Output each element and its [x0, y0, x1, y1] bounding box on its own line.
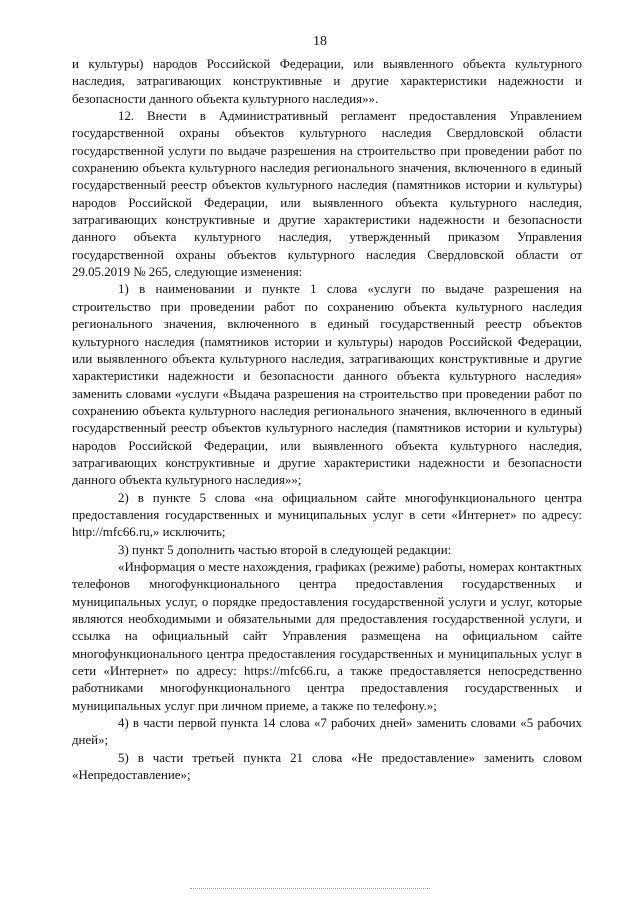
document-body — [72, 56, 582, 784]
footer-dotted-rule — [190, 888, 430, 889]
paragraph-subitem-1: 1) в наименовании и пункте 1 слова «услуги по выдаче разрешения на строительство при проведении работ по сохранению объекта культурного наследия регионального значения, включенного в единый государственный реестр объектов культурного наследия (памятников истории и культуры) народов Российской Федерации, или выявленного объекта культурного наследия, затрагивающих конструктивные и другие характеристики надежности и безопасности данного объекта культурного наследия» заменить словами «услуги «Выдача разрешения на строительство при проведении работ по сохранению объекта культурного наследия регионального значения, включенного в единый государственный реестр объектов культурного наследия (памятников истории и культуры) народов Российской Федерации, или выявленного объекта культурного наследия, затрагивающих конструктивные и другие характеристики надежности и безопасности данного объекта культурного наследия»»; — [72, 282, 582, 488]
paragraph-quoted-text: «Информация о месте нахождения, графиках (режиме) работы, номерах контактных телефонов многофункционального центра предоставления государственных и муниципальных услуг, о порядке предоставления государственной услуги и услуг, которые являются необходимыми и обязательными для предоставления государственной услуги, и ссылка на официальный сайт Управления размещена на официальном сайте многофункционального центра предоставления государственных и муниципальных услуг в сети «Интернет» по адресу: https://mfc66.ru, а также предоставляется непосредственно работниками многофункционального центра предоставления государственных и муниципальных услуг при личном приеме, а также по телефону.»; — [72, 559, 582, 713]
paragraph-subitem-3: 3) пункт 5 дополнить частью второй в следующей редакции: — [118, 542, 452, 557]
paragraph-subitem-2: 2) в пункте 5 слова «на официальном сайте многофункционального центра предоставления государственных и муниципальных услуг в сети «Интернет» по адресу: http://mfc66.ru,» исключить; — [72, 490, 582, 540]
page-number: 18 — [313, 34, 327, 49]
paragraph-item-12: 12. Внести в Административный регламент предоставления Управлением государственной охраны объектов культурного наследия Свердловской области государственной услуги по выдаче разрешения на строительство при проведении работ по сохранению объекта культурного наследия регионального значения, включенного в единый государственный реестр объектов культурного наследия (памятников истории и культуры) народов Российской Федерации, или выявленного объекта культурного наследия, затрагивающих конструктивные и другие характеристики надежности и безопасности данного объекта культурного наследия, утвержденный приказом Управления государственной охраны объектов культурного наследия Свердловской области от 29.05.2019 № 265, следующие изменения: — [72, 109, 582, 280]
paragraph-subitem-4: 4) в части первой пункта 14 слова «7 рабочих дней» заменить словами «5 рабочих дней»; — [72, 716, 582, 748]
paragraph-subitem-5: 5) в части третьей пункта 21 слова «Не предоставление» заменить словом «Непредоставление»; — [72, 750, 582, 783]
paragraph-continuation: и культуры) народов Российской Федерации, или выявленного объекта культурного наследия, затрагивающих конструктивные и другие характеристики надежности и безопасности данного объекта культурного наследия»». — [72, 57, 582, 106]
